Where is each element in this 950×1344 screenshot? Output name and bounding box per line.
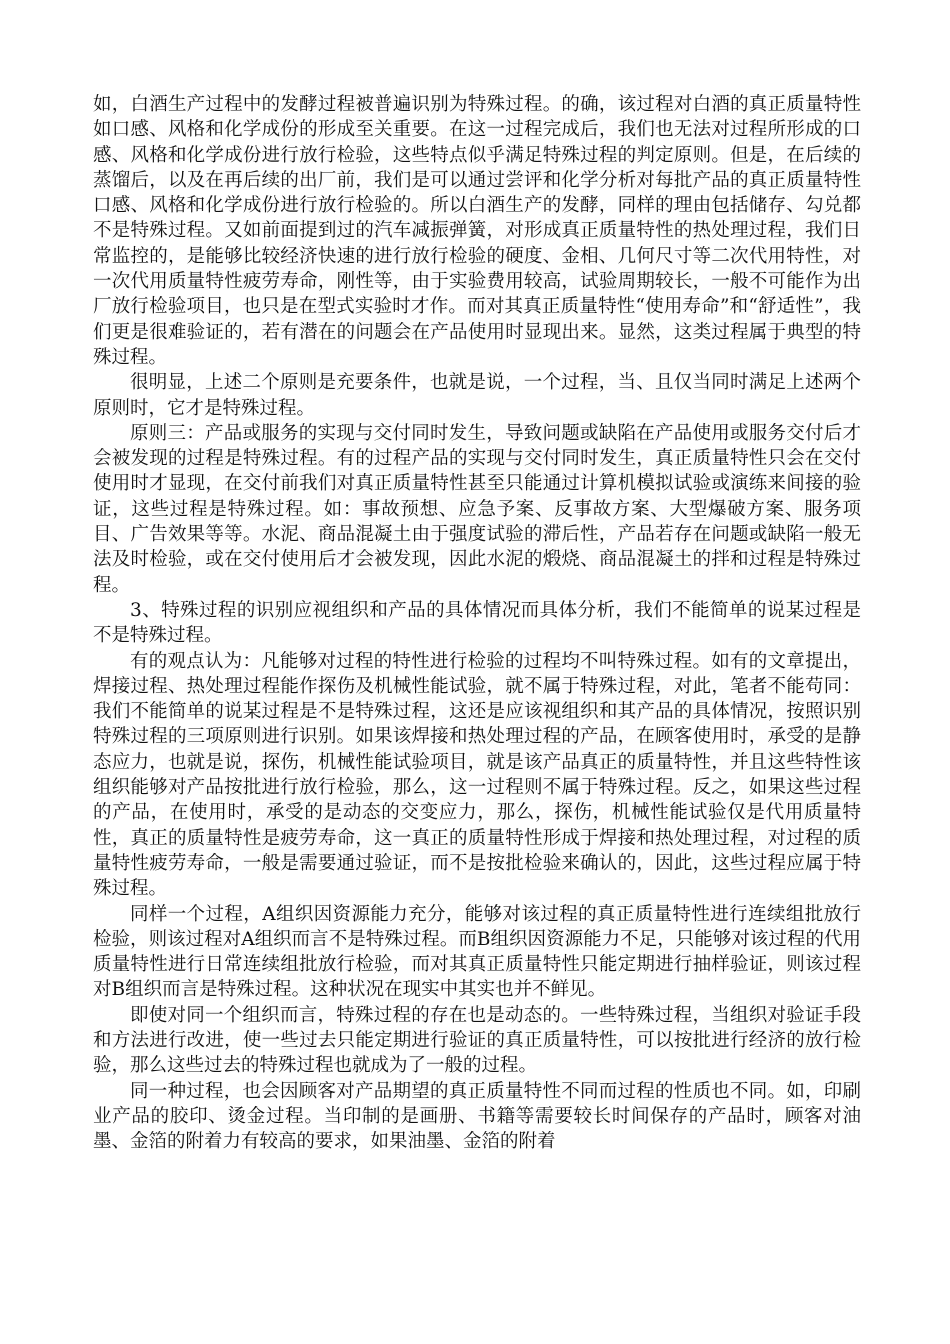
paragraph-printing-example: 同一种过程，也会因顾客对产品期望的真正质量特性不同而过程的性质也不同。如，印刷业产品的胶印、烫金过程。当印制的是画册、书籍等需要较长时间保存的产品时，顾客对油墨、金箔的附着力有较高的要求，如果油墨、金箔的附着 — [93, 1080, 861, 1153]
paragraph-welding-heat-treatment: 有的观点认为：凡能够对过程的特性进行检验的过程均不叫特殊过程。如有的文章提出，焊接过程、热处理过程能作探伤及机械性能试验，就不属于特殊过程，对此，笔者不能苟同：我们不能简单的说某过程是不是特殊过程，这还是应该视组织和其产品的具体情况，按照识别特殊过程的三项原则进行识别。如果该焊接和热处理过程的产品，在顾客使用时，承受的是静态应力，也就是说，探伤，机械性能试验项目，就是该产品真正的质量特性，并且这些特性该组织能够对产品按批进行放行检验，那么，这一过程则不属于特殊过程。反之，如果这些过程的产品，在使用时，承受的是动态的交变应力，那么，探伤，机械性能试验仅是代用质量特性，真正的质量特性是疲劳寿命，这一真正的质量特性形成于焊接和热处理过程，对过程的质量特性疲劳寿命，一般是需要通过验证，而不是按批检验来确认的，因此，这些过程应属于特殊过程。 — [93, 650, 861, 900]
document-page — [93, 92, 861, 1154]
paragraph-dynamic-special-process: 即使对同一个组织而言，特殊过程的存在也是动态的。一些特殊过程，当组织对验证手段和方法进行改进，使一些过去只能定期进行验证的真正质量特性，可以按批进行经济的放行检验，那么这些过去的特殊过程也就成为了一般的过程。 — [93, 1004, 861, 1077]
paragraph-principle-three: 原则三：产品或服务的实现与交付同时发生，导致问题或缺陷在产品使用或服务交付后才会被发现的过程是特殊过程。有的过程产品的实现与交付同时发生，真正质量特性只会在交付使用时才显现，在交付前我们对真正质量特性甚至只能通过计算机模拟试验或演练来间接的验证，这些过程是特殊过程。如：事故预想、应急予案、反事故方案、大型爆破方案、服务项目、广告效果等等。水泥、商品混凝土由于强度试验的滞后性，产品若存在问题或缺陷一般无法及时检验，或在交付使用后才会被发现，因此水泥的煅烧、商品混凝土的拌和过程是特殊过程。 — [93, 422, 861, 596]
paragraph-section-3-heading: 3、特殊过程的识别应视组织和产品的具体情况而具体分析，我们不能简单的说某过程是不是特殊过程。 — [93, 599, 861, 647]
paragraph-sufficient-conditions: 很明显，上述二个原则是充要条件，也就是说，一个过程，当、且仅当同时满足上述两个原则时，它才是特殊过程。 — [93, 372, 861, 419]
paragraph-organization-ab: 同样一个过程，A组织因资源能力充分，能够对该过程的真正质量特性进行连续组批放行检验，则该过程对A组织而言不是特殊过程。而B组织因资源能力不足，只能够对该过程的代用质量特性进行日常连续组批放行检验，而对其真正质量特性只能定期进行抽样验证，则该过程对B组织而言是特殊过程。这种状况在现实中其实也并不鲜见。 — [93, 903, 861, 1001]
paragraph-fermentation-example: 如，白酒生产过程中的发酵过程被普遍识别为特殊过程。的确，该过程对白酒的真正质量特性如口感、风格和化学成份的形成至关重要。在这一过程完成后，我们也无法对过程所形成的口感、风格和化学成份进行放行检验，这些特点似乎满足特殊过程的判定原则。但是，在后续的蒸馏后，以及在再后续的出厂前，我们是可以通过尝评和化学分析对每批产品的真正质量特性口感、风格和化学成份进行放行检验的。所以白酒生产的发酵，同样的理由包括储存、勾兑都不是特殊过程。又如前面提到过的汽车减振弹簧，对形成真正质量特性的热处理过程，我们日常监控的，是能够比较经济快速的进行放行检验的硬度、金相、几何尺寸等二次代用特性，对一次代用质量特性疲劳寿命，刚性等，由于实验费用较高，试验周期较长，一般不可能作为出厂放行检验项目，也只是在型式实验时才作。而对其真正质量特性“使用寿命”和“舒适性”，我们更是很难验证的，若有潜在的问题会在产品使用时显现出来。显然，这类过程属于典型的特殊过程。 — [93, 94, 861, 368]
